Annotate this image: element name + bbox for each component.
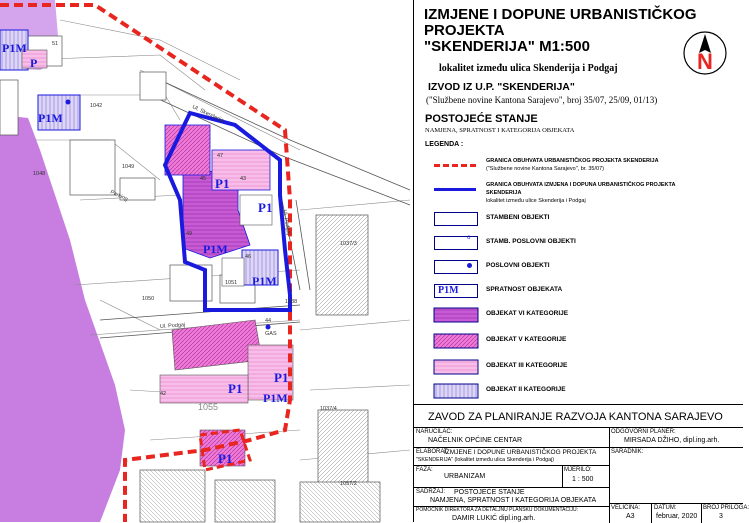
legend-label: OBJEKAT VI KATEGORIJE xyxy=(486,310,569,317)
datum-label: DATUM: xyxy=(654,505,677,511)
title-line-3: "SKENDERIJA" M1:500 xyxy=(424,38,590,55)
red-line-swatch xyxy=(434,164,476,167)
saradnik-label: SARADNIK: xyxy=(611,449,644,455)
north-arrow-icon xyxy=(682,30,728,76)
legend-heading: LEGENDA : xyxy=(425,141,464,148)
red-line-label: GRANICA OBUHVATA URBANISTIČKOG PROJEKTA SKENDERIJA xyxy=(486,158,659,164)
locality: lokalitet između ulica Skenderija i Podgaj xyxy=(439,63,618,74)
title-line-1: IZMJENE I DOPUNE URBANISTIČKOG xyxy=(424,6,697,23)
house-number: 49 xyxy=(186,231,193,237)
parcel-label: 1042 xyxy=(90,103,103,109)
storey-label: P1 xyxy=(258,200,273,215)
elaborat-value: IZMJENE I DOPUNE URBANISTIČKOG PROJEKTA xyxy=(444,449,597,456)
legend-label: POSLOVNI OBJEKTI xyxy=(486,262,550,269)
legend-label: STAMB. POSLOVNI OBJEKTI xyxy=(486,238,576,245)
blue-line-label-3: lokalitet između ulice Skenderija i Podgaj xyxy=(486,198,586,204)
house-number: 51 xyxy=(52,41,59,47)
gazette-ref: ("Službene novine Kantona Sarajevo", broj 35/07, 25/09, 01/13) xyxy=(426,95,658,105)
title-line-2: PROJEKTA xyxy=(424,22,505,39)
legend-label: OBJEKAT II KATEGORIJE xyxy=(486,386,566,393)
planer-label: ODGOVORNI PLANER: xyxy=(611,429,676,435)
storey-label: P1 xyxy=(274,370,289,385)
north-letter: N xyxy=(697,49,713,74)
storey-label: P1 xyxy=(215,176,230,191)
house-number: 46 xyxy=(245,254,252,260)
blue-line-label-2: SKENDERIJA xyxy=(486,190,522,196)
house-number: 42 xyxy=(160,391,167,397)
datum-value: februar, 2020 xyxy=(656,513,698,520)
red-line-label-2: ("Službene novine Kantona Sarajevo", br. 35/07) xyxy=(486,166,604,172)
broj-label: BROJ PRILOGA: xyxy=(703,505,749,511)
parcel-label: 1037/4 xyxy=(320,406,337,412)
parcel-label: 1038 xyxy=(285,299,298,305)
parcel-label: 1055 xyxy=(198,402,219,412)
street-label: Ul. Skenderija xyxy=(191,104,225,125)
legend-swatch xyxy=(434,260,478,274)
legend-label: SPRATNOST OBJEKATA xyxy=(486,286,563,293)
gas-label: GAS xyxy=(265,331,277,337)
pomocnik-label: POMOĆNIK DIREKTORA ZA DETALJNU PLANSKU DOKUMENTACIJU: xyxy=(416,507,578,513)
storey-label: P xyxy=(30,56,38,70)
street-label: Ul. Podgaj xyxy=(281,209,292,236)
elaborat-label: ELABORAT: xyxy=(416,449,449,455)
storey-label: P1M xyxy=(2,41,27,55)
extract-title: IZVOD IZ U.P. "SKENDERIJA" xyxy=(428,81,575,93)
sadrzaj-label: SADRŽAJ: xyxy=(416,489,446,495)
legend-panel xyxy=(413,0,749,522)
parcel-label: 1049 xyxy=(122,164,135,170)
parking-label: Parking xyxy=(109,189,129,203)
legend-swatch: o xyxy=(434,236,478,250)
house-number: 43 xyxy=(240,176,247,182)
legend-swatch xyxy=(434,284,478,298)
street-label: Ul. Podgaj xyxy=(159,322,186,330)
mjerilo-value: 1 : 500 xyxy=(572,476,594,483)
storey-label: P1M xyxy=(252,274,277,288)
blue-line-label: GRANICA OBUHVATA IZMJENA I DOPUNA URBANISTIČKOG PROJEKTA xyxy=(486,182,676,188)
velicina-value: A3 xyxy=(626,513,635,520)
planer-value: MIRSADA DŽIHO, dipl.ing.arh. xyxy=(624,437,720,444)
house-number: 44 xyxy=(265,318,272,324)
storey-label: P1M xyxy=(38,111,63,125)
mjerilo-label: MJERILO: xyxy=(564,467,592,473)
parcel-label: 1048 xyxy=(33,171,46,177)
parcel-label: 1057/2 xyxy=(340,481,357,487)
parcel-label: 1051 xyxy=(225,280,238,286)
section-subtitle: NAMJENA, SPRATNOST I KATEGORIJA OBJEKATA xyxy=(425,127,575,134)
house-number: 47 xyxy=(217,153,224,159)
blue-line-swatch xyxy=(434,188,476,191)
legend-label: OBJEKAT V KATEGORIJE xyxy=(486,336,567,343)
section-title: POSTOJEĆE STANJE xyxy=(425,113,538,125)
storey-label: P1M xyxy=(203,242,228,256)
parcel-label: 1037/3 xyxy=(340,241,357,247)
parcel-label: 1050 xyxy=(142,296,155,302)
title-block xyxy=(414,404,749,523)
storey-label: P1M xyxy=(263,391,288,405)
storey-label: P1 xyxy=(228,381,243,396)
pomocnik-value: DAMIR LUKIĆ dipl.ing.arh. xyxy=(452,515,536,522)
narucilac-label: NARUČILAC: xyxy=(416,429,453,435)
institute-name: ZAVOD ZA PLANIRANJE RAZVOJA KANTONA SARAJEVO xyxy=(428,411,723,423)
sadrzaj-value-2: NAMJENA, SPRATNOST I KATEGORIJA OBJEKATA xyxy=(430,497,597,504)
legend-label: STAMBENI OBJEKTI xyxy=(486,214,550,221)
broj-value: 3 xyxy=(719,513,723,520)
elaborat-value-2: "SKENDERIJA" (lokalitet između ulica Skenderija i Podgaj) xyxy=(416,457,555,463)
narucilac-value: NAČELNIK OPĆINE CENTAR xyxy=(428,437,522,444)
velicina-label: VELIČINA: xyxy=(611,505,641,511)
storey-sample: P1M xyxy=(438,285,459,296)
house-number: 45 xyxy=(200,176,207,182)
legend-swatch xyxy=(434,212,478,226)
faza-label: FAZA: xyxy=(416,467,433,473)
storey-label: P1 xyxy=(218,451,233,466)
sadrzaj-value-1: POSTOJEĆE STANJE xyxy=(454,489,525,496)
legend-label: OBJEKAT III KATEGORIJE xyxy=(486,362,568,369)
faza-value: URBANIZAM xyxy=(444,473,486,480)
